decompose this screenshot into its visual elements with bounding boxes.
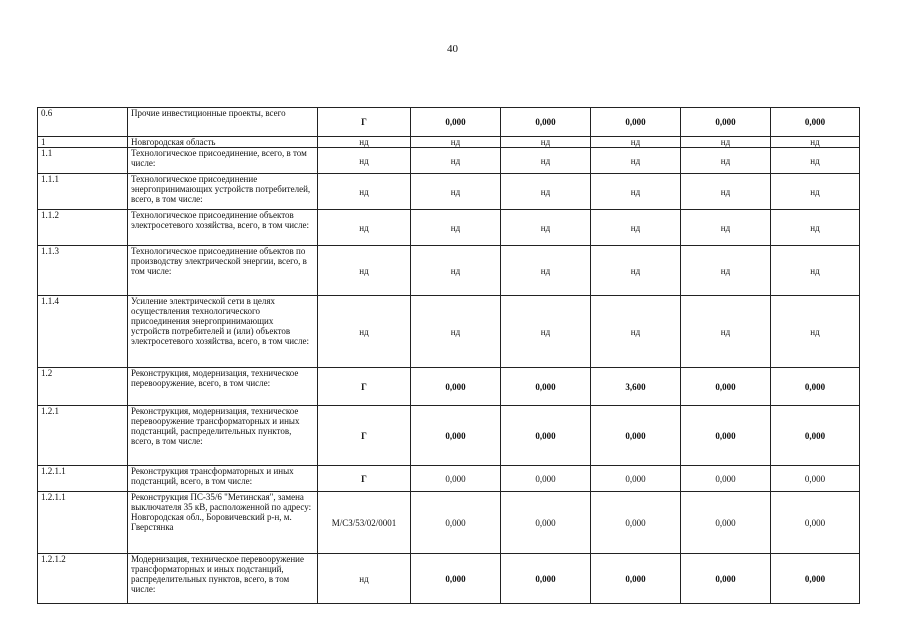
row-code: 1.2.1.1 — [38, 492, 128, 554]
row-value: нд — [591, 246, 681, 296]
table-row — [38, 492, 860, 554]
row-value: 0,000 — [771, 554, 860, 604]
row-code: 1.1.4 — [38, 296, 128, 368]
table-body — [38, 108, 860, 604]
row-identifier: нд — [318, 148, 411, 174]
row-value: 0,000 — [501, 554, 591, 604]
row-identifier: нд — [318, 174, 411, 210]
row-value: нд — [681, 246, 771, 296]
row-identifier: нд — [318, 296, 411, 368]
row-code: 1.1.2 — [38, 210, 128, 246]
table-row — [38, 108, 860, 137]
row-identifier: Г — [318, 406, 411, 466]
row-name: Реконструкция, модернизация, техническое перевооружение, всего, в том числе: — [128, 368, 318, 406]
row-value: 0,000 — [681, 492, 771, 554]
table-row — [38, 174, 860, 210]
row-code: 1.2.1.2 — [38, 554, 128, 604]
row-value: 0,000 — [681, 108, 771, 137]
row-code: 1.2.1 — [38, 406, 128, 466]
row-value: нд — [501, 137, 591, 148]
row-value: нд — [681, 174, 771, 210]
row-value: нд — [681, 296, 771, 368]
row-identifier: нд — [318, 554, 411, 604]
row-identifier: нд — [318, 210, 411, 246]
table-row — [38, 148, 860, 174]
row-value: 0,000 — [591, 406, 681, 466]
table-row — [38, 296, 860, 368]
row-value: 0,000 — [591, 554, 681, 604]
row-identifier: нд — [318, 246, 411, 296]
row-value: нд — [411, 246, 501, 296]
row-value: нд — [501, 246, 591, 296]
table-row — [38, 554, 860, 604]
row-value: 0,000 — [771, 466, 860, 492]
row-name: Реконструкция трансформаторных и иных подстанций, всего, в том числе: — [128, 466, 318, 492]
table-row — [38, 466, 860, 492]
row-value: 0,000 — [771, 368, 860, 406]
row-value: нд — [681, 137, 771, 148]
row-name: Технологическое присоединение энергопринимающих устройств потребителей, всего, в том числе: — [128, 174, 318, 210]
row-value: нд — [411, 148, 501, 174]
row-name: Новгородская область — [128, 137, 318, 148]
row-value: 0,000 — [501, 466, 591, 492]
row-value: нд — [501, 210, 591, 246]
row-code: 1.2.1.1 — [38, 466, 128, 492]
row-value: 0,000 — [411, 108, 501, 137]
row-value: 0,000 — [501, 108, 591, 137]
row-value: нд — [411, 210, 501, 246]
row-value: нд — [591, 174, 681, 210]
row-value: нд — [771, 137, 860, 148]
table-row — [38, 368, 860, 406]
row-identifier: М/СЗ/53/02/0001 — [318, 492, 411, 554]
row-code: 0.6 — [38, 108, 128, 137]
row-value: 0,000 — [501, 406, 591, 466]
row-code: 1.2 — [38, 368, 128, 406]
row-code: 1 — [38, 137, 128, 148]
row-value: нд — [591, 148, 681, 174]
row-name: Модернизация, техническое перевооружение трансформаторных и иных подстанций, распределительных пунктов, всего, в том числе: — [128, 554, 318, 604]
table-row — [38, 406, 860, 466]
row-value: нд — [771, 148, 860, 174]
row-value: нд — [771, 246, 860, 296]
row-name: Технологическое присоединение, всего, в том числе: — [128, 148, 318, 174]
row-name: Технологическое присоединение объектов по производству электрической энергии, всего, в том числе: — [128, 246, 318, 296]
row-value: нд — [501, 148, 591, 174]
row-value: 0,000 — [681, 554, 771, 604]
row-name: Реконструкция, модернизация, техническое перевооружение трансформаторных и иных подстанций, распределительных пунктов, всего, в том числе: — [128, 406, 318, 466]
row-value: 0,000 — [771, 492, 860, 554]
page-number: 40 — [447, 43, 458, 55]
row-value: нд — [591, 210, 681, 246]
row-value: 0,000 — [591, 108, 681, 137]
row-value: нд — [771, 174, 860, 210]
row-value: нд — [681, 148, 771, 174]
row-identifier: Г — [318, 108, 411, 137]
row-value: 0,000 — [591, 466, 681, 492]
investment-table — [37, 107, 860, 604]
row-value: нд — [501, 296, 591, 368]
row-value: нд — [501, 174, 591, 210]
row-code: 1.1 — [38, 148, 128, 174]
row-value: 0,000 — [681, 466, 771, 492]
row-value: 0,000 — [411, 368, 501, 406]
row-identifier: Г — [318, 466, 411, 492]
table-row — [38, 137, 860, 148]
row-value: 0,000 — [681, 368, 771, 406]
row-value: 3,600 — [591, 368, 681, 406]
row-value: нд — [771, 296, 860, 368]
row-value: 0,000 — [501, 368, 591, 406]
row-code: 1.1.1 — [38, 174, 128, 210]
row-name: Реконструкция ПС-35/6 "Метинская", замена выключателя 35 кВ, расположенной по адресу: Новгородская обл., Боровичевский р-н, м. Гверстянка — [128, 492, 318, 554]
row-value: нд — [771, 210, 860, 246]
table-row — [38, 246, 860, 296]
row-value: 0,000 — [591, 492, 681, 554]
row-value: нд — [681, 210, 771, 246]
row-value: 0,000 — [771, 406, 860, 466]
row-identifier: нд — [318, 137, 411, 148]
row-value: нд — [411, 296, 501, 368]
row-name: Технологическое присоединение объектов электросетевого хозяйства, всего, в том числе: — [128, 210, 318, 246]
row-name: Усиление электрической сети в целях осуществления технологического присоединения энергопринимающих устройств потребителей и (или) объектов электросетевого хозяйства, всего, в том числе: — [128, 296, 318, 368]
row-name: Прочие инвестиционные проекты, всего — [128, 108, 318, 137]
row-value: 0,000 — [501, 492, 591, 554]
row-identifier: Г — [318, 368, 411, 406]
row-value: нд — [411, 137, 501, 148]
row-value: 0,000 — [411, 466, 501, 492]
row-value: 0,000 — [681, 406, 771, 466]
row-value: 0,000 — [411, 406, 501, 466]
row-value: 0,000 — [411, 554, 501, 604]
row-value: 0,000 — [771, 108, 860, 137]
row-code: 1.1.3 — [38, 246, 128, 296]
table-row — [38, 210, 860, 246]
row-value: 0,000 — [411, 492, 501, 554]
row-value: нд — [411, 174, 501, 210]
row-value: нд — [591, 137, 681, 148]
row-value: нд — [591, 296, 681, 368]
